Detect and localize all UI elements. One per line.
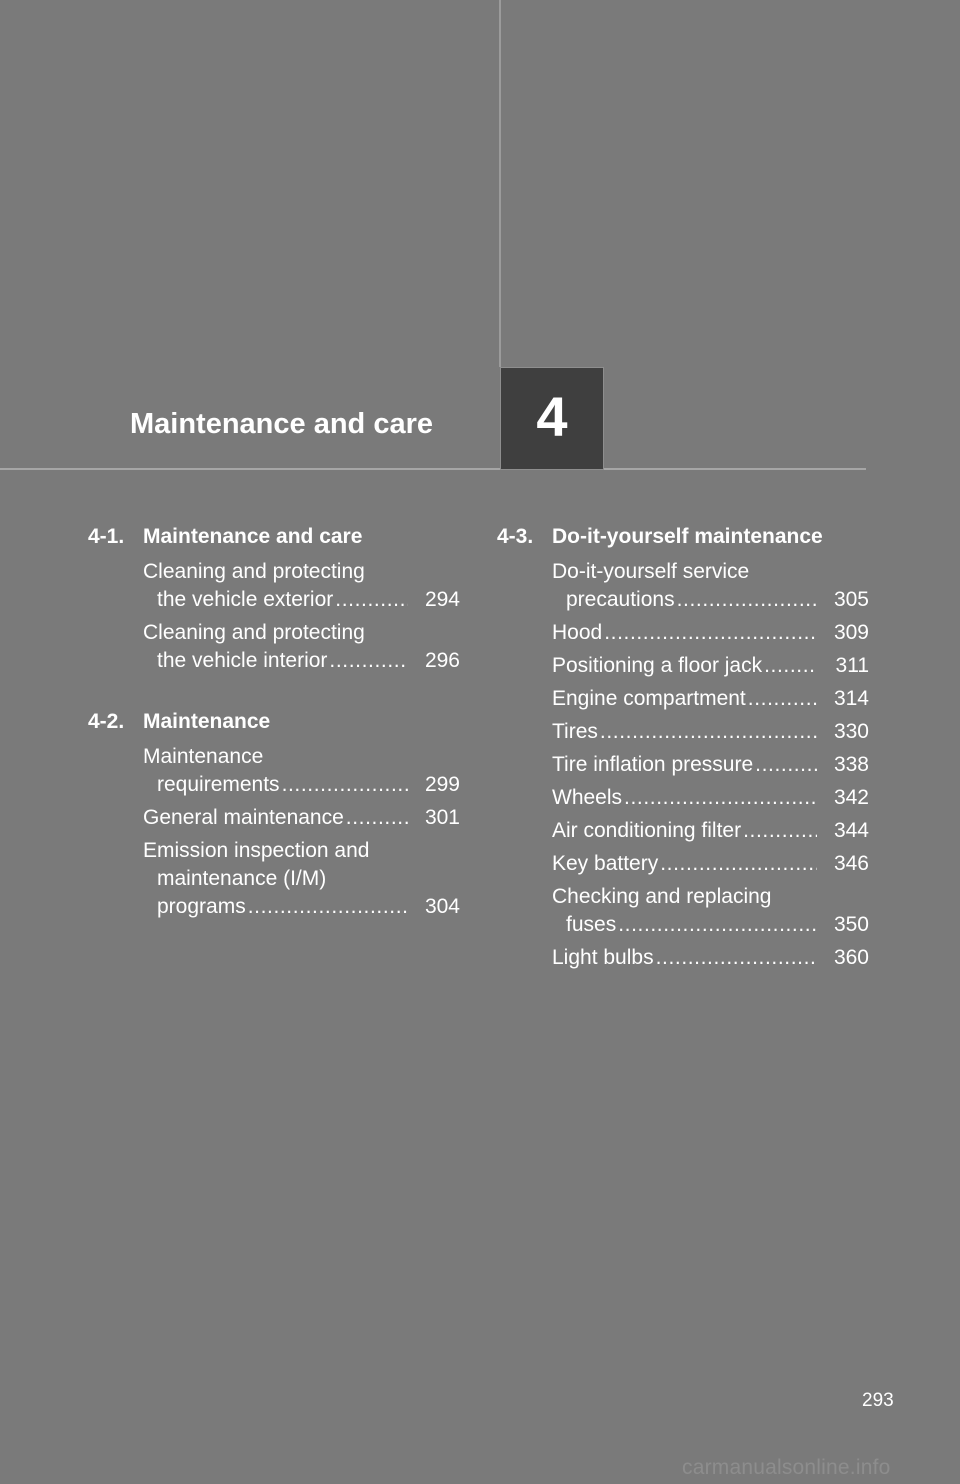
entry-page: 346 [833, 852, 869, 875]
toc-entry[interactable] [552, 751, 869, 779]
entry-text: Key battery [552, 852, 659, 875]
toc-entry[interactable] [552, 558, 869, 614]
dot-leader [346, 804, 408, 832]
entry-page: 305 [833, 588, 869, 611]
vertical-divider [499, 0, 501, 367]
dot-leader [748, 685, 817, 713]
entry-text: the vehicle interior [157, 649, 328, 672]
entry-text: Positioning a floor jack [552, 654, 763, 677]
dot-leader [656, 944, 817, 972]
entry-page: 311 [835, 654, 869, 677]
section-title: Maintenance and care [143, 525, 363, 548]
toc-entry[interactable] [552, 718, 869, 746]
entry-page: 344 [833, 819, 869, 842]
chapter-number: 4 [536, 384, 568, 448]
entry-text: Engine compartment [552, 687, 746, 710]
watermark: carmanualsonline.info [682, 1456, 891, 1479]
entry-text: General maintenance [143, 806, 344, 829]
entry-page: 294 [424, 588, 460, 611]
toc-entry[interactable] [552, 784, 869, 812]
entry-text: Tire inflation pressure [552, 753, 754, 776]
dot-leader [335, 586, 408, 614]
toc-section-4-1 [88, 522, 460, 680]
entry-page: 330 [833, 720, 869, 743]
dot-leader [329, 647, 408, 675]
dot-leader [604, 619, 817, 647]
entry-page: 338 [833, 753, 869, 776]
dot-leader [764, 652, 817, 680]
entry-line: Cleaning and protecting [143, 621, 365, 644]
entry-text: Light bulbs [552, 946, 654, 969]
dot-leader [618, 911, 817, 939]
entry-page: 350 [833, 913, 869, 936]
dot-leader [282, 771, 408, 799]
section-number: 4-2. [88, 710, 125, 733]
entry-text: fuses [566, 913, 617, 936]
dot-leader [660, 850, 817, 878]
dot-leader [743, 817, 817, 845]
entry-line: Checking and replacing [552, 885, 772, 908]
page-number: 293 [862, 1390, 894, 1411]
section-heading [88, 522, 460, 552]
dot-leader [755, 751, 817, 779]
toc-section-4-3 [497, 522, 869, 977]
toc-entry[interactable] [143, 619, 460, 675]
entry-text: Air conditioning filter [552, 819, 742, 842]
toc-entry[interactable] [552, 685, 869, 713]
entry-page: 299 [424, 773, 460, 796]
section-number: 4-3. [497, 525, 534, 548]
horizontal-divider [0, 468, 866, 470]
entry-text: Tires [552, 720, 598, 743]
section-number: 4-1. [88, 525, 125, 548]
entry-line: maintenance (I/M) [157, 867, 327, 890]
entry-text: requirements [157, 773, 280, 796]
toc-entry[interactable] [552, 883, 869, 939]
entry-line: Emission inspection and [143, 839, 370, 862]
entry-line: Do-it-yourself service [552, 560, 750, 583]
dot-leader [624, 784, 817, 812]
entry-page: 360 [833, 946, 869, 969]
entry-text: Hood [552, 621, 603, 644]
chapter-number-box [500, 367, 604, 470]
entry-page: 314 [833, 687, 869, 710]
entry-text: Wheels [552, 786, 623, 809]
dot-leader [677, 586, 817, 614]
section-title: Do-it-yourself maintenance [552, 525, 823, 548]
toc-section-4-2 [88, 707, 460, 926]
toc-entry[interactable] [143, 804, 460, 832]
entry-line: Cleaning and protecting [143, 560, 365, 583]
entry-page: 309 [833, 621, 869, 644]
chapter-title: Maintenance and care [130, 408, 433, 440]
entry-page: 301 [424, 806, 460, 829]
entry-page: 342 [833, 786, 869, 809]
entry-text: the vehicle exterior [157, 588, 334, 611]
toc-entry[interactable] [552, 619, 869, 647]
dot-leader [248, 893, 408, 921]
entry-page: 296 [424, 649, 460, 672]
toc-entry[interactable] [552, 944, 869, 972]
toc-entry[interactable] [143, 558, 460, 614]
toc-entry[interactable] [143, 743, 460, 799]
section-heading [88, 707, 460, 737]
toc-entry[interactable] [552, 817, 869, 845]
toc-entry[interactable] [143, 837, 460, 921]
entry-text: precautions [566, 588, 675, 611]
entry-line: Maintenance [143, 745, 264, 768]
section-heading [497, 522, 869, 552]
dot-leader [600, 718, 817, 746]
toc-entry[interactable] [552, 850, 869, 878]
section-title: Maintenance [143, 710, 271, 733]
entry-text: programs [157, 895, 246, 918]
toc-entry[interactable] [552, 652, 869, 680]
entry-page: 304 [424, 895, 460, 918]
